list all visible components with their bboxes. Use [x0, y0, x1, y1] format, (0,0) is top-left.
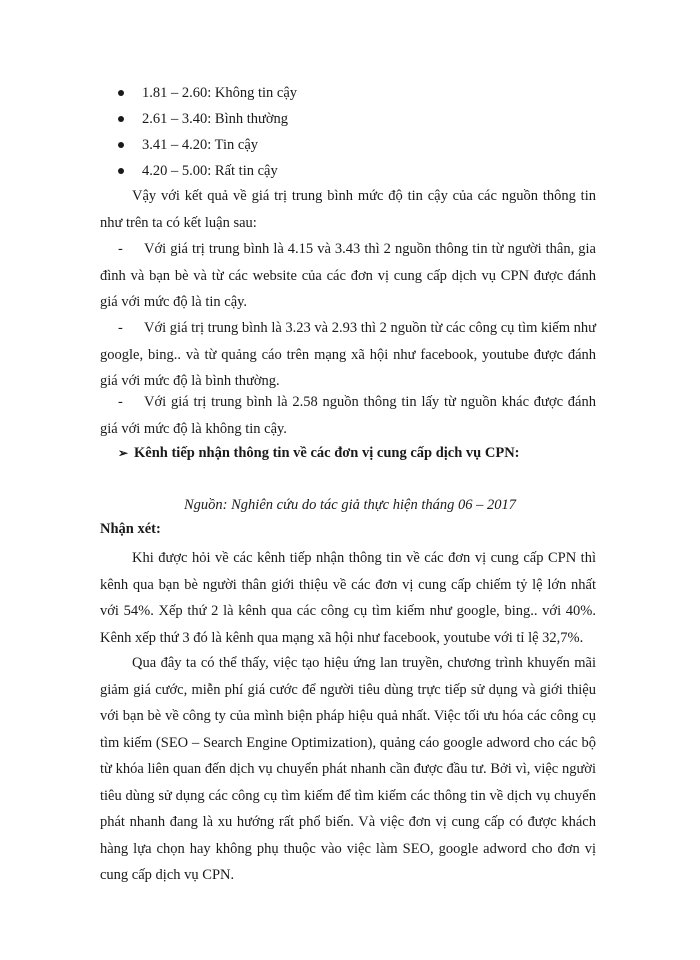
list-item-text: 1.81 – 2.60: Không tin cậy [142, 85, 298, 101]
source-caption: Nguồn: Nghiên cứu do tác giả thực hiện tháng 06 – 2017 [184, 497, 516, 513]
bullet-icon [118, 90, 124, 96]
list-item [118, 132, 297, 158]
conclusion-item [100, 236, 596, 316]
reliability-scale-list [118, 80, 297, 184]
bullet-icon [118, 142, 124, 148]
conclusion-item [100, 389, 596, 442]
dash-marker: - [118, 241, 123, 257]
list-item [118, 158, 297, 184]
bullet-icon [118, 116, 124, 122]
remark-label: Nhận xét: [100, 521, 161, 537]
conclusion-text: Với giá trị trung bình là 4.15 và 3.43 thì 2 nguồn thông tin từ người thân, gia đình và bạn bè và từ các website của các đơn vị cung cấp dịch vụ CPN được đánh giá với mức độ là tin cậy. [100, 241, 596, 310]
arrow-bullet-icon: ➢ [118, 446, 129, 460]
remark-paragraph-1: Khi được hỏi về các kênh tiếp nhận thông tin về các đơn vị cung cấp CPN thì kênh qua bạn bè người thân giới thiệu về các đơn vị cung cấp chiếm tỷ lệ lớn nhất với 54%. Xếp thứ 2 là kênh qua các công cụ tìm kiếm như google, bing.. với 40%. Kênh xếp thứ 3 đó là kênh qua mạng xã hội như facebook, youtube với tỉ lệ 32,7%. [100, 550, 596, 646]
section-heading [118, 441, 520, 465]
list-item-text: 2.61 – 3.40: Bình thường [142, 111, 289, 127]
conclusion-item [100, 315, 596, 395]
intro-paragraph: Vậy với kết quả về giá trị trung bình mức độ tin cậy của các nguồn thông tin như trên ta có kết luận sau: [100, 188, 596, 231]
list-item-text: 3.41 – 4.20: Tin cậy [142, 137, 259, 153]
conclusion-text: Với giá trị trung bình là 3.23 và 2.93 thì 2 nguồn từ các công cụ tìm kiếm như google, bing.. và từ quảng cáo trên mạng xã hội như facebook, youtube được đánh giá với mức độ là bình thường. [100, 320, 596, 389]
bullet-icon [118, 168, 124, 174]
dash-marker: - [118, 320, 123, 336]
list-item [118, 106, 297, 132]
list-item [118, 80, 297, 106]
section-heading-text: Kênh tiếp nhận thông tin về các đơn vị cung cấp dịch vụ CPN: [134, 445, 520, 461]
dash-marker: - [118, 394, 123, 410]
conclusion-text: Với giá trị trung bình là 2.58 nguồn thông tin lấy từ nguồn khác được đánh giá với mức độ là không tin cậy. [100, 394, 596, 437]
list-item-text: 4.20 – 5.00: Rất tin cậy [142, 163, 278, 179]
remark-paragraph-2: Qua đây ta có thể thấy, việc tạo hiệu ứng lan truyền, chương trình khuyến mãi giảm giá cước, miễn phí giá cước để người tiêu dùng trực tiếp sử dụng và giới thiệu với bạn bè về công ty của mình biện pháp hiệu quả nhất. Việc tối ưu hóa các công cụ tìm kiếm (SEO – Search Engine Optimization), quảng cáo google adword cho các bộ từ khóa liên quan đến dịch vụ chuyển phát nhanh cần được đầu tư. Bởi vì, việc người tiêu dùng sử dụng các công cụ tìm kiếm để tìm kiếm các thông tin về dịch vụ chuyển phát nhanh đang là xu hướng rất phổ biến. Và việc đơn vị cung cấp có được khách hàng lựa chọn hay không phụ thuộc vào việc làm SEO, google adword cho đơn vị cung cấp dịch vụ CPN. [100, 655, 596, 883]
